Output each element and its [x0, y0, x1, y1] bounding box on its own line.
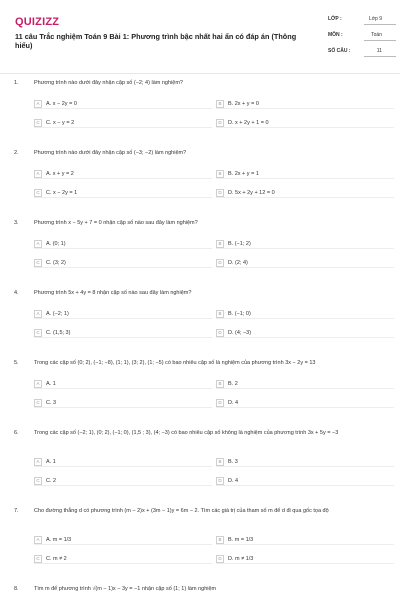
option-underline — [34, 108, 212, 109]
meta-grade-value: Lớp 9 — [368, 16, 382, 22]
option-text: D. (2; 4) — [228, 260, 248, 266]
answer-option-c[interactable] — [34, 477, 212, 485]
answer-option-c[interactable] — [34, 119, 212, 127]
option-text: A. m = 1/3 — [46, 537, 72, 543]
option-text: B. m = 1/3 — [228, 537, 254, 543]
meta-count-label: SỐ CÂU : — [328, 48, 351, 54]
option-letter-box: C — [34, 477, 42, 485]
option-text: B. 2 — [228, 381, 238, 387]
option-underline — [34, 267, 212, 268]
answer-option-d[interactable] — [216, 119, 394, 127]
meta-count — [328, 48, 382, 54]
option-underline — [34, 485, 212, 486]
option-text: C. m ≠ 2 — [46, 556, 67, 562]
option-underline — [34, 127, 212, 128]
question-text: Phương trình nào dưới đây nhận cặp số (−3; −2) làm nghiệm? — [34, 150, 187, 156]
answer-option-c[interactable] — [34, 189, 212, 197]
header-divider — [0, 73, 400, 74]
answer-option-c[interactable] — [34, 555, 212, 563]
option-underline — [34, 407, 212, 408]
answer-option-a[interactable] — [34, 240, 212, 248]
meta-grade — [328, 16, 382, 22]
question-text: Phương trình nào dưới đây nhận cặp số (−2; 4) làm nghiệm? — [34, 80, 183, 86]
answer-option-b[interactable] — [216, 310, 394, 318]
question-text: Cho đường thẳng d có phương trình (m − 2)x + (3m − 1)y = 6m − 2. Tìm các giá trị của tham số m để d đi qua gốc tọa độ — [34, 508, 329, 514]
question-number: 6. — [14, 430, 19, 436]
option-text: B. (−1; 2) — [228, 241, 251, 247]
answer-option-d[interactable] — [216, 329, 394, 337]
option-underline — [34, 178, 212, 179]
option-underline — [216, 563, 394, 564]
answer-option-c[interactable] — [34, 259, 212, 267]
worksheet-header — [12, 12, 388, 68]
question-number: 8. — [14, 586, 19, 592]
option-letter-box: C — [34, 259, 42, 267]
option-underline — [216, 407, 394, 408]
option-underline — [216, 318, 394, 319]
answer-option-d[interactable] — [216, 477, 394, 485]
answer-option-b[interactable] — [216, 458, 394, 466]
option-underline — [34, 197, 212, 198]
meta-count-underline — [364, 56, 396, 57]
answer-option-a[interactable] — [34, 458, 212, 466]
option-text: B. 2x + y = 1 — [228, 171, 259, 177]
option-text: C. x − y = 2 — [46, 120, 75, 126]
answer-option-a[interactable] — [34, 536, 212, 544]
question-number: 2. — [14, 150, 19, 156]
question-text: Phương trình x − 5y + 7 = 0 nhận cặp số nào sau đây làm nghiệm? — [34, 220, 198, 226]
option-underline — [34, 563, 212, 564]
option-letter-box: D — [216, 555, 224, 563]
meta-subject-underline — [364, 40, 396, 41]
answer-option-c[interactable] — [34, 399, 212, 407]
option-underline — [216, 388, 394, 389]
option-text: D. 4 — [228, 400, 239, 406]
option-letter-box: B — [216, 310, 224, 318]
option-letter-box: B — [216, 240, 224, 248]
option-letter-box: D — [216, 477, 224, 485]
option-underline — [216, 267, 394, 268]
option-letter-box: D — [216, 399, 224, 407]
option-text: A. 1 — [46, 459, 56, 465]
option-text: A. x + y = 2 — [46, 171, 74, 177]
question-text: Phương trình 5x + 4y = 8 nhận cặp số nào sau đây làm nghiệm? — [34, 290, 192, 296]
option-letter-box: A — [34, 380, 42, 388]
option-letter-box: D — [216, 119, 224, 127]
answer-option-a[interactable] — [34, 380, 212, 388]
question-text: Trong các cặp số (−2; 1), (0; 2), (−1; 0), (1,5 ; 3), (4; −3) có bao nhiêu cặp số không là nghiệm của phương trình 3x + 5y = −3 — [34, 430, 339, 436]
option-letter-box: C — [34, 189, 42, 197]
option-text: D. 5x + 2y + 12 = 0 — [228, 190, 275, 196]
option-letter-box: A — [34, 100, 42, 108]
option-letter-box: A — [34, 536, 42, 544]
option-underline — [216, 108, 394, 109]
option-letter-box: A — [34, 170, 42, 178]
option-text: B. 3 — [228, 459, 238, 465]
option-text: D. x + 2y + 1 = 0 — [228, 120, 269, 126]
option-text: B. 2x + y = 0 — [228, 101, 259, 107]
option-text: D. 4 — [228, 478, 239, 484]
option-underline — [216, 197, 394, 198]
option-text: C. 3 — [46, 400, 57, 406]
answer-option-d[interactable] — [216, 399, 394, 407]
option-text: A. 1 — [46, 381, 56, 387]
answer-option-a[interactable] — [34, 310, 212, 318]
option-text: B. (−1; 0) — [228, 311, 251, 317]
meta-subject-value: Toán — [371, 32, 382, 38]
option-underline — [216, 178, 394, 179]
question-number: 3. — [14, 220, 19, 226]
question-number: 7. — [14, 508, 19, 514]
option-text: D. m ≠ 1/3 — [228, 556, 254, 562]
option-letter-box: D — [216, 259, 224, 267]
question-text: Trong các cặp số (0; 2), (−1; −8), (1; 1), (3; 2), (1; −5) có bao nhiêu cặp số là nghiệm của phương trình 3x − 2y = 13 — [34, 360, 316, 366]
option-letter-box: B — [216, 536, 224, 544]
meta-count-value: 11 — [376, 48, 382, 54]
option-text: C. (3; 2) — [46, 260, 66, 266]
option-letter-box: B — [216, 380, 224, 388]
question-number: 1. — [14, 80, 19, 86]
answer-option-d[interactable] — [216, 189, 394, 197]
option-letter-box: C — [34, 399, 42, 407]
meta-subject-label: MÔN : — [328, 32, 343, 38]
answer-option-b[interactable] — [216, 240, 394, 248]
answer-option-b[interactable] — [216, 380, 394, 388]
option-letter-box: C — [34, 329, 42, 337]
option-underline — [216, 248, 394, 249]
option-underline — [216, 544, 394, 545]
option-text: A. x − 2y = 0 — [46, 101, 77, 107]
meta-grade-underline — [364, 24, 396, 25]
option-letter-box: C — [34, 555, 42, 563]
option-text: C. (1,5; 3) — [46, 330, 71, 336]
answer-option-c[interactable] — [34, 329, 212, 337]
option-letter-box: A — [34, 310, 42, 318]
option-letter-box: D — [216, 189, 224, 197]
option-letter-box: B — [216, 170, 224, 178]
option-text: D. (4; −3) — [228, 330, 252, 336]
option-underline — [34, 466, 212, 467]
answer-option-d[interactable] — [216, 259, 394, 267]
meta-grade-label: LỚP : — [328, 16, 342, 22]
option-letter-box: B — [216, 100, 224, 108]
option-letter-box: A — [34, 458, 42, 466]
option-underline — [216, 485, 394, 486]
option-text: A. (−2; 1) — [46, 311, 69, 317]
answer-option-b[interactable] — [216, 536, 394, 544]
quizizz-logo: QUIZIZZ — [15, 16, 60, 28]
option-letter-box: B — [216, 458, 224, 466]
option-underline — [34, 248, 212, 249]
meta-subject — [328, 32, 382, 38]
worksheet-title: 11 câu Trắc nghiệm Toán 9 Bài 1: Phương trình bậc nhất hai ẩn có đáp án (Thông hiểu) — [15, 32, 297, 50]
option-underline — [34, 337, 212, 338]
answer-option-a[interactable] — [34, 170, 212, 178]
option-letter-box: D — [216, 329, 224, 337]
option-underline — [34, 544, 212, 545]
answer-option-b[interactable] — [216, 100, 394, 108]
option-underline — [216, 127, 394, 128]
question-number: 5. — [14, 360, 19, 366]
option-letter-box: C — [34, 119, 42, 127]
answer-option-d[interactable] — [216, 555, 394, 563]
option-underline — [34, 388, 212, 389]
question-number: 4. — [14, 290, 19, 296]
option-underline — [216, 466, 394, 467]
option-underline — [216, 337, 394, 338]
answer-option-b[interactable] — [216, 170, 394, 178]
option-text: C. 2 — [46, 478, 57, 484]
option-underline — [34, 318, 212, 319]
answer-option-a[interactable] — [34, 100, 212, 108]
option-letter-box: A — [34, 240, 42, 248]
question-text: Tìm m để phương trình √(m − 1)x − 3y = −1 nhận cặp số (1; 1) làm nghiệm — [34, 586, 217, 592]
option-text: A. (0; 1) — [46, 241, 66, 247]
option-text: C. x − 2y = 1 — [46, 190, 78, 196]
